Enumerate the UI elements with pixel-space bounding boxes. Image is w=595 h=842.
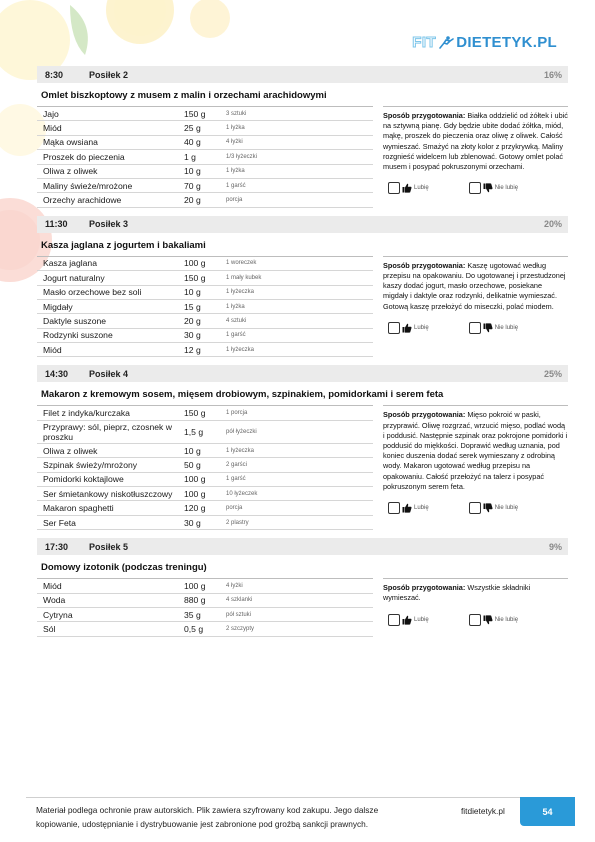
dish-title: Omlet biszkoptowy z musem z malin i orzechami arachidowymi <box>41 90 327 101</box>
logo-fit-text: FIT <box>412 34 437 51</box>
ingredient-row <box>37 179 373 193</box>
like-checkbox[interactable] <box>388 182 400 194</box>
ingredient-name: Miód <box>43 580 62 591</box>
meal-header <box>37 216 568 233</box>
ingredient-quantity: 100 g <box>184 258 206 269</box>
meal-time: 8:30 <box>45 69 64 80</box>
fitdietetyk-logo <box>412 34 557 51</box>
ingredient-household-measure: 4 szklanki <box>226 597 253 604</box>
ingredient-quantity: 20 g <box>184 195 201 206</box>
ingredient-quantity: 1 g <box>184 151 196 162</box>
like-button[interactable] <box>388 614 429 626</box>
ingredient-name: Maliny świeże/mrożone <box>43 180 133 191</box>
thumbs-down-icon <box>483 503 493 513</box>
ingredient-row <box>37 473 373 487</box>
dislike-button[interactable] <box>469 502 518 514</box>
ingredient-row <box>37 314 373 328</box>
ingredient-household-measure: 2 garści <box>226 461 248 468</box>
ingredient-row <box>37 444 373 458</box>
like-checkbox[interactable] <box>388 322 400 334</box>
ingredient-household-measure: 1 woreczek <box>226 260 257 267</box>
ingredient-row <box>37 150 373 164</box>
ingredient-name: Makaron spaghetti <box>43 503 114 514</box>
meal-body <box>37 405 568 530</box>
ingredient-name: Daktyle suszone <box>43 315 107 326</box>
ingredient-name: Orzechy arachidowe <box>43 195 122 206</box>
preparation-label: Sposób przygotowania: <box>383 410 466 420</box>
ingredient-quantity: 70 g <box>184 180 201 191</box>
thumbs-up-icon <box>402 615 412 625</box>
dislike-label: Nie lubię <box>494 324 519 331</box>
dislike-label: Nie lubię <box>494 505 519 512</box>
meal-section <box>37 365 568 530</box>
ingredient-household-measure: 2 szczypty <box>226 626 255 633</box>
preparation-text <box>383 410 568 492</box>
ingredients-table <box>37 578 373 637</box>
ingredient-row <box>37 458 373 472</box>
ingredient-name: Cytryna <box>43 609 73 620</box>
footer-divider <box>26 797 569 798</box>
preparation-panel <box>383 256 568 358</box>
ingredient-row <box>37 343 373 357</box>
ingredient-household-measure: pół sztuki <box>226 611 252 618</box>
preparation-panel <box>383 405 568 530</box>
preparation-instructions: Białka oddzielić od żółtek i ubić na sztywną pianę. Gdy będzie ubite dodać żółtka, miód, mąkę, proszek do pieczenia oraz oliwę z oliwek. Całość wymieszać. Smażyć na złoty kolor z przykrywką. Maliny rozgnieść widelcem lub zblenować. Gotowy omlet polać musem i posypać pokruszonymi orzechami. <box>383 111 568 172</box>
ingredient-household-measure: 10 łyżeczek <box>226 490 258 497</box>
ingredient-quantity: 25 g <box>184 123 201 134</box>
ingredient-row <box>37 406 373 420</box>
dish-title: Makaron z kremowym sosem, mięsem drobiowym, szpinakiem, pomidorkami i serem feta <box>41 389 444 401</box>
meal-name: Posiłek 5 <box>89 541 129 552</box>
ingredient-name: Kasza jaglana <box>43 258 97 269</box>
meal-name: Posiłek 2 <box>89 69 129 80</box>
ingredient-quantity: 35 g <box>184 609 201 620</box>
ingredient-name: Przyprawy: sól, pieprz, czosnek w proszku <box>43 421 172 442</box>
thumbs-down-icon <box>483 183 493 193</box>
preparation-label: Sposób przygotowania: <box>383 111 466 120</box>
ingredient-quantity: 10 g <box>184 287 201 298</box>
rating-controls <box>383 322 568 334</box>
ingredient-name: Proszek do pieczenia <box>43 151 125 162</box>
thumbs-down-icon <box>483 323 493 333</box>
dislike-button[interactable] <box>469 182 518 194</box>
preparation-text <box>383 583 568 603</box>
thumbs-up-icon <box>402 323 412 333</box>
like-label: Lubię <box>414 505 429 512</box>
ingredient-row <box>37 257 373 271</box>
footer-site-link[interactable]: fitdietetyk.pl <box>461 806 505 816</box>
ingredient-row <box>37 501 373 515</box>
ingredient-household-measure: 4 łyżki <box>226 582 243 589</box>
preparation-instructions: Kaszę ugotować według przepisu na opakowaniu. Do ugotowanej i przestudzonej kaszy dodać jogurt, masło orzechowe, posiekane migdały i daktyle oraz rodzynki, delikatnie wymieszać. Gotową kaszę przełożyć do miseczki, polać miodem. <box>383 260 566 311</box>
ingredient-name: Sól <box>43 624 56 635</box>
ingredient-row <box>37 579 373 593</box>
ingredient-household-measure: pół łyżeczki <box>226 428 257 435</box>
ingredient-row <box>37 271 373 285</box>
ingredient-row <box>37 107 373 121</box>
ingredient-name: Oliwa z oliwek <box>43 445 98 456</box>
ingredient-name: Szpinak świeży/mrożony <box>43 459 138 470</box>
rating-controls <box>383 502 568 514</box>
like-checkbox[interactable] <box>388 502 400 514</box>
ingredient-row <box>37 136 373 150</box>
preparation-panel <box>383 106 568 208</box>
meal-percent: 16% <box>543 69 562 80</box>
ingredient-household-measure: 1 łyżeczka <box>226 447 255 454</box>
meal-name: Posiłek 3 <box>89 219 129 230</box>
meal-time: 14:30 <box>45 368 69 379</box>
ingredient-quantity: 10 g <box>184 445 201 456</box>
meal-header <box>37 66 568 83</box>
thumbs-up-icon <box>402 503 412 513</box>
ingredient-household-measure: 1 łyżka <box>226 168 245 175</box>
ingredient-row <box>37 165 373 179</box>
ingredient-quantity: 30 g <box>184 330 201 341</box>
ingredient-household-measure: 1 porcja <box>226 410 248 417</box>
page-number-badge: 54 <box>520 797 575 826</box>
ingredient-name: Ser Feta <box>43 517 76 528</box>
preparation-panel <box>383 578 568 637</box>
ingredients-table <box>37 256 373 358</box>
ingredient-quantity: 150 g <box>184 408 206 419</box>
ingredient-name: Jajo <box>43 108 59 119</box>
like-checkbox[interactable] <box>388 614 400 626</box>
ingredient-name: Ser śmietankowy niskotłuszczowy <box>43 488 173 499</box>
ingredient-household-measure: 1 łyżeczka <box>226 289 255 296</box>
like-button[interactable] <box>388 182 429 194</box>
meal-header <box>37 538 568 555</box>
ingredient-quantity: 12 g <box>184 344 201 355</box>
ingredient-row <box>37 622 373 636</box>
like-button[interactable] <box>388 502 429 514</box>
ingredient-household-measure: 1 łyżka <box>226 303 245 310</box>
meal-body <box>37 106 568 208</box>
ingredient-household-measure: 3 sztuki <box>226 110 247 117</box>
ingredient-name: Rodzynki suszone <box>43 330 113 341</box>
meal-plan <box>37 66 568 637</box>
ingredient-name: Mąka owsiana <box>43 137 98 148</box>
rating-controls <box>383 182 568 194</box>
ingredient-quantity: 10 g <box>184 166 201 177</box>
ingredient-name: Miód <box>43 344 62 355</box>
dislike-checkbox[interactable] <box>469 614 481 626</box>
ingredient-row <box>37 608 373 622</box>
ingredient-row <box>37 329 373 343</box>
ingredient-household-measure: 1 łyżeczka <box>226 346 255 353</box>
dislike-label: Nie lubię <box>494 616 519 623</box>
ingredient-household-measure: 1 garść <box>226 182 246 189</box>
ingredient-quantity: 40 g <box>184 137 201 148</box>
meal-body <box>37 578 568 637</box>
ingredient-quantity: 0,5 g <box>184 624 204 635</box>
ingredient-quantity: 880 g <box>184 595 206 606</box>
ingredient-name: Oliwa z oliwek <box>43 166 98 177</box>
ingredient-quantity: 150 g <box>184 108 206 119</box>
ingredient-row <box>37 421 373 444</box>
ingredient-name: Woda <box>43 595 66 606</box>
preparation-text <box>383 111 568 172</box>
like-label: Lubię <box>414 185 429 192</box>
ingredient-name: Miód <box>43 123 62 134</box>
meal-body <box>37 256 568 358</box>
ingredient-name: Filet z indyka/kurczaka <box>43 408 130 419</box>
ingredient-household-measure: 1 garść <box>226 476 246 483</box>
meal-section <box>37 538 568 637</box>
dislike-button[interactable] <box>469 614 518 626</box>
ingredient-name: Masło orzechowe bez soli <box>43 287 142 298</box>
ingredient-quantity: 150 g <box>184 272 206 283</box>
rating-controls <box>383 614 568 626</box>
ingredient-row <box>37 286 373 300</box>
preparation-instructions: Mięso pokroić w paski, przyprawić. Oliwę rozgrzać, wrzucić mięso, podlać wodą i poddusić. Następnie szpinak oraz pokrojone pomidorki i poddusić do miękkości. Doprawić według uznania, pod koniec duszenia dodać serek wymieszany z odrobiną wody. Makaron ugotować według przepisu na opakowaniu. Całość przełożyć na talerz i posypać pokruszonym serem feta. <box>383 410 568 491</box>
ingredient-household-measure: 2 plastry <box>226 519 249 526</box>
ingredient-name: Pomidorki koktajlowe <box>43 474 124 485</box>
dislike-label: Nie lubię <box>494 185 519 192</box>
ingredient-row <box>37 300 373 314</box>
ingredient-quantity: 100 g <box>184 488 206 499</box>
preparation-instructions: Wszystkie składniki wymieszać. <box>383 583 531 603</box>
ingredient-name: Jogurt naturalny <box>43 272 105 283</box>
like-label: Lubię <box>414 616 429 623</box>
ingredient-quantity: 50 g <box>184 459 201 470</box>
ingredient-quantity: 20 g <box>184 315 201 326</box>
dislike-checkbox[interactable] <box>469 322 481 334</box>
ingredients-table <box>37 405 373 530</box>
ingredients-table <box>37 106 373 208</box>
meal-section <box>37 216 568 358</box>
meal-name: Posiłek 4 <box>89 368 129 379</box>
ingredient-row <box>37 193 373 207</box>
copyright-notice: Materiał podlega ochronie praw autorskich. Plik zawiera szyfrowany kod zakupu. Jego dalsze kopiowanie, udostępnianie i dystrybuowanie jest zabronione pod groźbą sankcji prawnych. <box>36 805 379 829</box>
like-button[interactable] <box>388 322 429 334</box>
ingredient-quantity: 100 g <box>184 580 206 591</box>
ingredient-quantity: 120 g <box>184 503 206 514</box>
meal-percent: 20% <box>543 219 562 230</box>
meal-header <box>37 365 568 382</box>
meal-time: 11:30 <box>45 219 68 230</box>
meal-time: 17:30 <box>45 541 69 552</box>
ingredient-household-measure: porcja <box>226 197 243 204</box>
preparation-text <box>383 261 568 312</box>
ingredient-row <box>37 516 373 530</box>
ingredient-row <box>37 487 373 501</box>
preparation-label: Sposób przygotowania: <box>383 260 466 270</box>
thumbs-up-icon <box>402 183 412 193</box>
ingredient-row <box>37 594 373 608</box>
ingredient-name: Migdały <box>43 301 73 312</box>
dislike-checkbox[interactable] <box>469 502 481 514</box>
logo-dietetyk-text: DIETETYK.PL <box>456 34 557 51</box>
meal-percent: 9% <box>548 541 562 552</box>
ingredient-household-measure: porcja <box>226 505 243 512</box>
ingredient-row <box>37 121 373 135</box>
ingredient-quantity: 15 g <box>184 301 201 312</box>
thumbs-down-icon <box>483 615 493 625</box>
dish-title: Domowy izotonik (podczas treningu) <box>41 562 207 574</box>
ingredient-quantity: 1,5 g <box>184 426 204 437</box>
ingredient-quantity: 100 g <box>184 474 206 485</box>
dislike-button[interactable] <box>469 322 518 334</box>
like-label: Lubię <box>414 324 429 331</box>
ingredient-household-measure: 1/3 łyżeczki <box>226 153 258 160</box>
ingredient-household-measure: 4 łyżki <box>226 139 243 146</box>
dislike-checkbox[interactable] <box>469 182 481 194</box>
meal-section <box>37 66 568 208</box>
ingredient-household-measure: 1 łyżka <box>226 125 245 132</box>
ingredient-household-measure: 4 sztuki <box>226 317 247 324</box>
dish-title: Kasza jaglana z jogurtem i bakaliami <box>41 239 206 251</box>
runner-icon <box>437 36 455 50</box>
ingredient-household-measure: 1 mały kubek <box>226 274 262 281</box>
ingredient-quantity: 30 g <box>184 517 201 528</box>
ingredient-household-measure: 1 garść <box>226 332 246 339</box>
meal-percent: 25% <box>543 368 562 379</box>
preparation-label: Sposób przygotowania: <box>383 583 466 593</box>
